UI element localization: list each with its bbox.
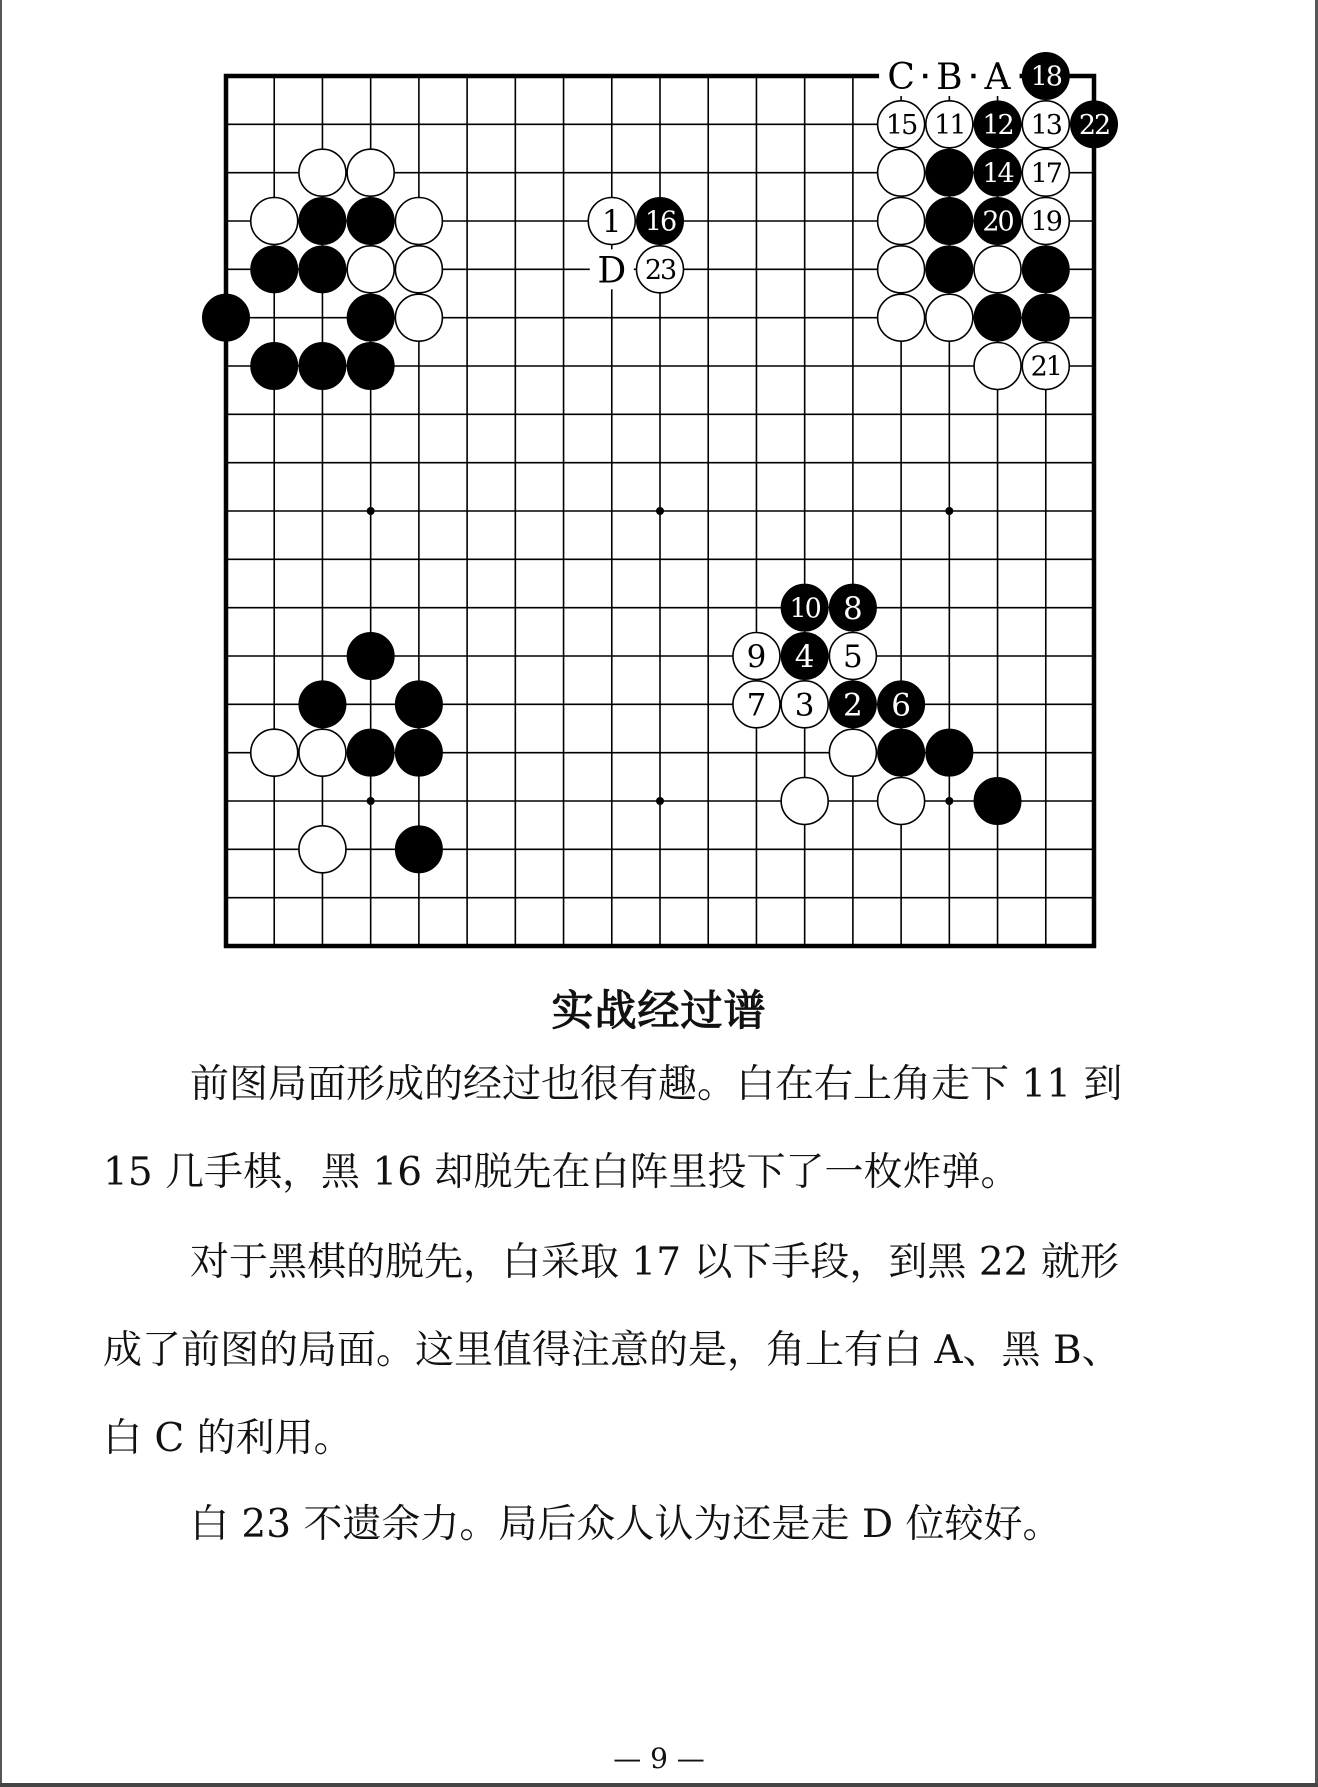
white-stone — [878, 198, 925, 245]
move-number: 20 — [982, 206, 1013, 238]
white-stone — [781, 778, 828, 825]
black-stone — [926, 198, 973, 245]
move-number: 14 — [982, 158, 1013, 190]
move-number: 4 — [794, 639, 815, 676]
move-number: 15 — [885, 110, 917, 142]
black-stone — [878, 729, 925, 776]
point-label-A: A — [984, 57, 1011, 98]
black-stone — [395, 826, 442, 873]
move-number: 10 — [789, 593, 820, 625]
white-stone — [347, 246, 394, 293]
black-stone — [395, 681, 442, 728]
black-stone — [299, 198, 346, 245]
white-stone — [878, 149, 925, 196]
black-stone — [926, 729, 973, 776]
move-number: 1 — [601, 204, 622, 241]
black-stone — [251, 246, 298, 293]
paragraph-line: 对于黑棋的脱先，白采取 17 以下手段，到黑 22 就形 — [190, 1240, 1119, 1285]
black-stone — [203, 294, 250, 341]
move-number: 17 — [1030, 158, 1061, 190]
star-point — [656, 797, 664, 805]
move-number: 2 — [843, 687, 863, 724]
black-stone — [347, 294, 394, 341]
white-stone — [974, 246, 1021, 293]
white-stone — [299, 826, 346, 873]
page-number: — 9 — — [613, 1742, 705, 1775]
paragraph-line: 成了前图的局面。这里值得注意的是，角上有白 A、黑 B、 — [103, 1328, 1121, 1373]
black-stone — [251, 343, 298, 390]
point-label-B: B — [936, 57, 963, 98]
white-stone — [829, 729, 876, 776]
paragraph-line: 白 C 的利用。 — [103, 1416, 353, 1461]
move-number: 11 — [934, 110, 965, 142]
move-number: 16 — [644, 206, 676, 238]
white-stone — [299, 149, 346, 196]
white-stone — [347, 149, 394, 196]
paragraph-line: 白 23 不遗余力。局后众人认为还是走 D 位较好。 — [190, 1502, 1062, 1547]
move-number: 21 — [1030, 351, 1061, 383]
move-number: 6 — [891, 687, 911, 724]
black-stone — [347, 729, 394, 776]
star-point — [367, 507, 375, 515]
move-number: 13 — [1030, 110, 1061, 142]
star-point — [945, 507, 953, 515]
white-stone — [251, 198, 298, 245]
move-number: 12 — [982, 110, 1013, 142]
white-stone — [878, 294, 925, 341]
move-number: 22 — [1078, 110, 1110, 142]
white-stone — [878, 246, 925, 293]
black-stone — [926, 246, 973, 293]
black-stone — [974, 294, 1021, 341]
star-point — [656, 507, 664, 515]
black-stone — [1022, 246, 1069, 293]
star-point — [367, 797, 375, 805]
point-label-D: D — [597, 250, 627, 292]
point-label-C: C — [887, 57, 915, 98]
black-stone — [299, 681, 346, 728]
paragraph-line: 前图局面形成的经过也很有趣。白在右上角走下 11 到 — [190, 1062, 1123, 1107]
move-number: 18 — [1030, 61, 1061, 93]
white-stone — [878, 778, 925, 825]
move-number: 7 — [746, 687, 767, 724]
move-number: 5 — [843, 639, 863, 676]
black-stone — [299, 343, 346, 390]
black-stone — [1022, 294, 1069, 341]
move-number: 19 — [1030, 206, 1061, 238]
white-stone — [251, 729, 298, 776]
black-stone — [347, 633, 394, 680]
black-stone — [347, 198, 394, 245]
white-stone — [395, 198, 442, 245]
move-number: 8 — [843, 590, 863, 627]
black-stone — [926, 149, 973, 196]
black-stone — [347, 343, 394, 390]
paragraph-line: 15 几手棋，黑 16 却脱先在白阵里投下了一枚炸弹。 — [103, 1150, 1020, 1195]
page-border-bottom — [0, 1783, 1318, 1787]
black-stone — [974, 778, 1021, 825]
move-number: 3 — [794, 687, 815, 724]
black-stone — [395, 729, 442, 776]
black-stone — [299, 246, 346, 293]
move-number: 23 — [644, 255, 676, 287]
white-stone — [395, 294, 442, 341]
move-number: 9 — [746, 639, 767, 676]
diagram-caption: 实战经过谱 — [551, 986, 767, 1035]
star-point — [945, 797, 953, 805]
white-stone — [395, 246, 442, 293]
white-stone — [299, 729, 346, 776]
white-stone — [974, 343, 1021, 390]
white-stone — [926, 294, 973, 341]
